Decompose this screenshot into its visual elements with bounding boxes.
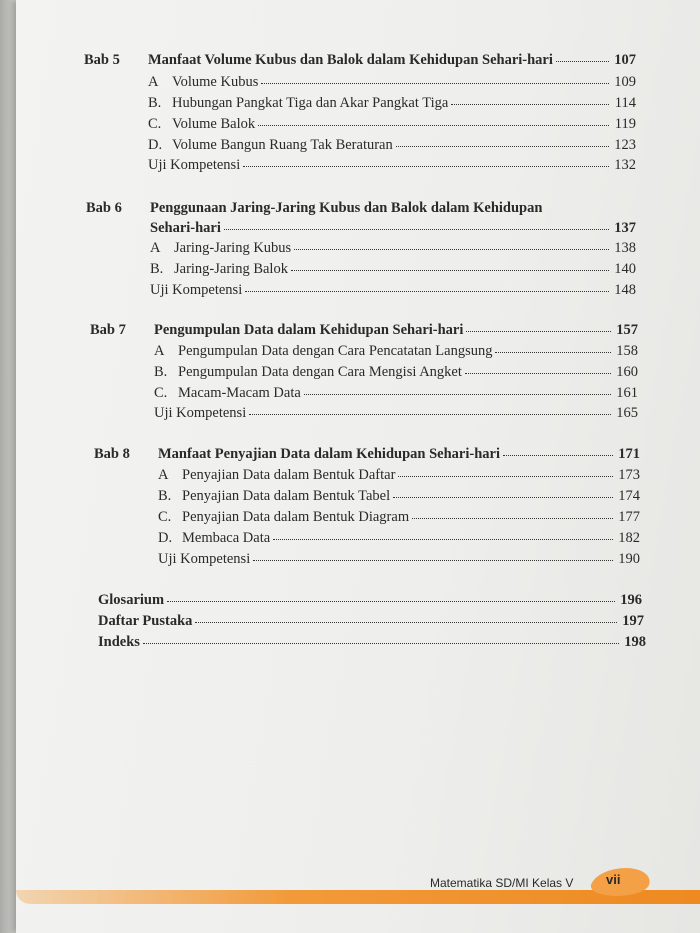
entry-page: 132 — [614, 157, 636, 173]
entry-page: 173 — [618, 467, 640, 483]
toc-entry[interactable] — [158, 551, 640, 571]
entry-title: Volume Bangun Ruang Tak Beraturan — [172, 137, 393, 153]
entry-title: Volume Kubus — [172, 74, 259, 90]
leader-dots — [167, 601, 615, 602]
entry-prefix: C. — [148, 116, 162, 132]
entry-prefix: B. — [158, 488, 172, 504]
entry-prefix: B. — [154, 364, 168, 380]
toc-entry[interactable] — [158, 488, 640, 508]
leader-dots — [495, 352, 611, 353]
entry-page: 177 — [618, 509, 640, 525]
leader-dots — [291, 270, 609, 271]
chapter-5-label: Bab 5 — [84, 52, 120, 68]
entry-page: 109 — [614, 74, 636, 90]
entry-title: Uji Kompetensi — [150, 282, 243, 298]
leader-dots — [294, 249, 609, 250]
entry-title: Volume Balok — [172, 116, 256, 132]
page-footer — [16, 872, 700, 933]
leader-dots — [466, 331, 611, 332]
chapter-7-title: Pengumpulan Data dalam Kehidupan Sehari-hari — [154, 322, 464, 338]
daftar-pustaka-entry[interactable] — [98, 613, 644, 633]
leader-dots — [258, 125, 609, 126]
entry-prefix: A — [158, 467, 169, 483]
glosarium-entry[interactable] — [98, 592, 642, 612]
chapter-7-page: 157 — [616, 322, 638, 338]
leader-dots — [143, 643, 619, 644]
entry-page: 123 — [614, 137, 636, 153]
toc-entry[interactable] — [148, 95, 636, 115]
toc-entry[interactable] — [154, 385, 638, 405]
entry-page: 138 — [614, 240, 636, 256]
entry-page: 148 — [614, 282, 636, 298]
entry-title: Daftar Pustaka — [98, 613, 193, 629]
toc-entry[interactable] — [150, 240, 636, 260]
entry-title: Membaca Data — [182, 530, 271, 546]
leader-dots — [273, 539, 613, 540]
chapter-6-page: 137 — [614, 220, 636, 236]
chapter-6-title-line1 — [150, 200, 636, 220]
chapter-6-title: Penggunaan Jaring-Jaring Kubus dan Balok dalam Kehidupan — [150, 200, 543, 216]
entry-page: 119 — [614, 116, 636, 132]
leader-dots — [503, 455, 613, 456]
page-number: vii — [606, 872, 621, 887]
toc-entry[interactable] — [148, 74, 636, 94]
chapter-8-title: Manfaat Penyajian Data dalam Kehidupan Sehari-hari — [158, 446, 500, 462]
book-spine-shadow — [0, 0, 16, 933]
leader-dots — [556, 61, 609, 62]
leader-dots — [249, 414, 611, 415]
toc-entry[interactable] — [148, 157, 636, 177]
toc-entry[interactable] — [148, 116, 636, 136]
entry-page: 114 — [614, 95, 636, 111]
chapter-7-entry[interactable] — [154, 322, 638, 342]
entry-title: Uji Kompetensi — [158, 551, 251, 567]
entry-page: 174 — [618, 488, 640, 504]
leader-dots — [398, 476, 613, 477]
entry-title: Indeks — [98, 634, 140, 650]
leader-dots — [451, 104, 609, 105]
chapter-6-entry[interactable] — [150, 220, 636, 240]
toc-entry[interactable] — [150, 261, 636, 281]
leader-dots — [243, 166, 609, 167]
entry-title: Penyajian Data dalam Bentuk Daftar — [182, 467, 396, 483]
chapter-7-label: Bab 7 — [90, 322, 126, 338]
entry-page: 196 — [620, 592, 642, 608]
toc-entry[interactable] — [154, 405, 638, 425]
toc-entry[interactable] — [158, 530, 640, 550]
entry-prefix: D. — [158, 530, 173, 546]
toc-entry[interactable] — [158, 509, 640, 529]
entry-title: Penyajian Data dalam Bentuk Tabel — [182, 488, 391, 504]
chapter-6-label: Bab 6 — [86, 200, 122, 216]
leader-dots — [396, 146, 609, 147]
entry-page: 190 — [618, 551, 640, 567]
entry-page: 198 — [624, 634, 646, 650]
leader-dots — [412, 518, 613, 519]
entry-prefix: B. — [148, 95, 162, 111]
book-page — [16, 0, 700, 933]
entry-prefix: A — [150, 240, 161, 256]
leader-dots — [393, 497, 613, 498]
chapter-5-entry[interactable] — [148, 52, 636, 72]
indeks-entry[interactable] — [98, 634, 646, 654]
chapter-8-label: Bab 8 — [94, 446, 130, 462]
entry-page: 165 — [616, 405, 638, 421]
entry-prefix: B. — [150, 261, 164, 277]
leader-dots — [261, 83, 609, 84]
chapter-6-title-cont: Sehari-hari — [150, 220, 221, 236]
leader-dots — [195, 622, 617, 623]
entry-page: 158 — [616, 343, 638, 359]
entry-title: Hubungan Pangkat Tiga dan Akar Pangkat Tiga — [172, 95, 449, 111]
entry-page: 161 — [616, 385, 638, 401]
entry-page: 182 — [618, 530, 640, 546]
chapter-8-entry[interactable] — [158, 446, 640, 466]
entry-title: Glosarium — [98, 592, 165, 608]
chapter-5-page: 107 — [614, 52, 636, 68]
entry-title: Uji Kompetensi — [154, 405, 247, 421]
entry-prefix: C. — [158, 509, 172, 525]
entry-prefix: A — [154, 343, 165, 359]
entry-page: 160 — [616, 364, 638, 380]
entry-title: Pengumpulan Data dengan Cara Mengisi Angket — [178, 364, 462, 380]
chapter-5-title: Manfaat Volume Kubus dan Balok dalam Kehidupan Sehari-hari — [148, 52, 553, 68]
leader-dots — [465, 373, 611, 374]
entry-prefix: A — [148, 74, 159, 90]
toc-entry[interactable] — [154, 343, 638, 363]
entry-page: 197 — [622, 613, 644, 629]
entry-page: 140 — [614, 261, 636, 277]
toc-entry[interactable] — [154, 364, 638, 384]
entry-title: Uji Kompetensi — [148, 157, 241, 173]
leader-dots — [304, 394, 611, 395]
toc-entry[interactable] — [150, 282, 636, 302]
leader-dots — [253, 560, 613, 561]
entry-prefix: C. — [154, 385, 168, 401]
entry-title: Pengumpulan Data dengan Cara Pencatatan Langsung — [178, 343, 493, 359]
entry-title: Jaring-Jaring Balok — [174, 261, 288, 277]
toc-entry[interactable] — [148, 137, 636, 157]
leader-dots — [245, 291, 609, 292]
toc-entry[interactable] — [158, 467, 640, 487]
chapter-8-page: 171 — [618, 446, 640, 462]
entry-prefix: D. — [148, 137, 163, 153]
entry-title: Jaring-Jaring Kubus — [174, 240, 292, 256]
leader-dots — [224, 229, 609, 230]
footer-book-title: Matematika SD/MI Kelas V — [430, 876, 574, 890]
entry-title: Macam-Macam Data — [178, 385, 301, 401]
entry-title: Penyajian Data dalam Bentuk Diagram — [182, 509, 410, 525]
